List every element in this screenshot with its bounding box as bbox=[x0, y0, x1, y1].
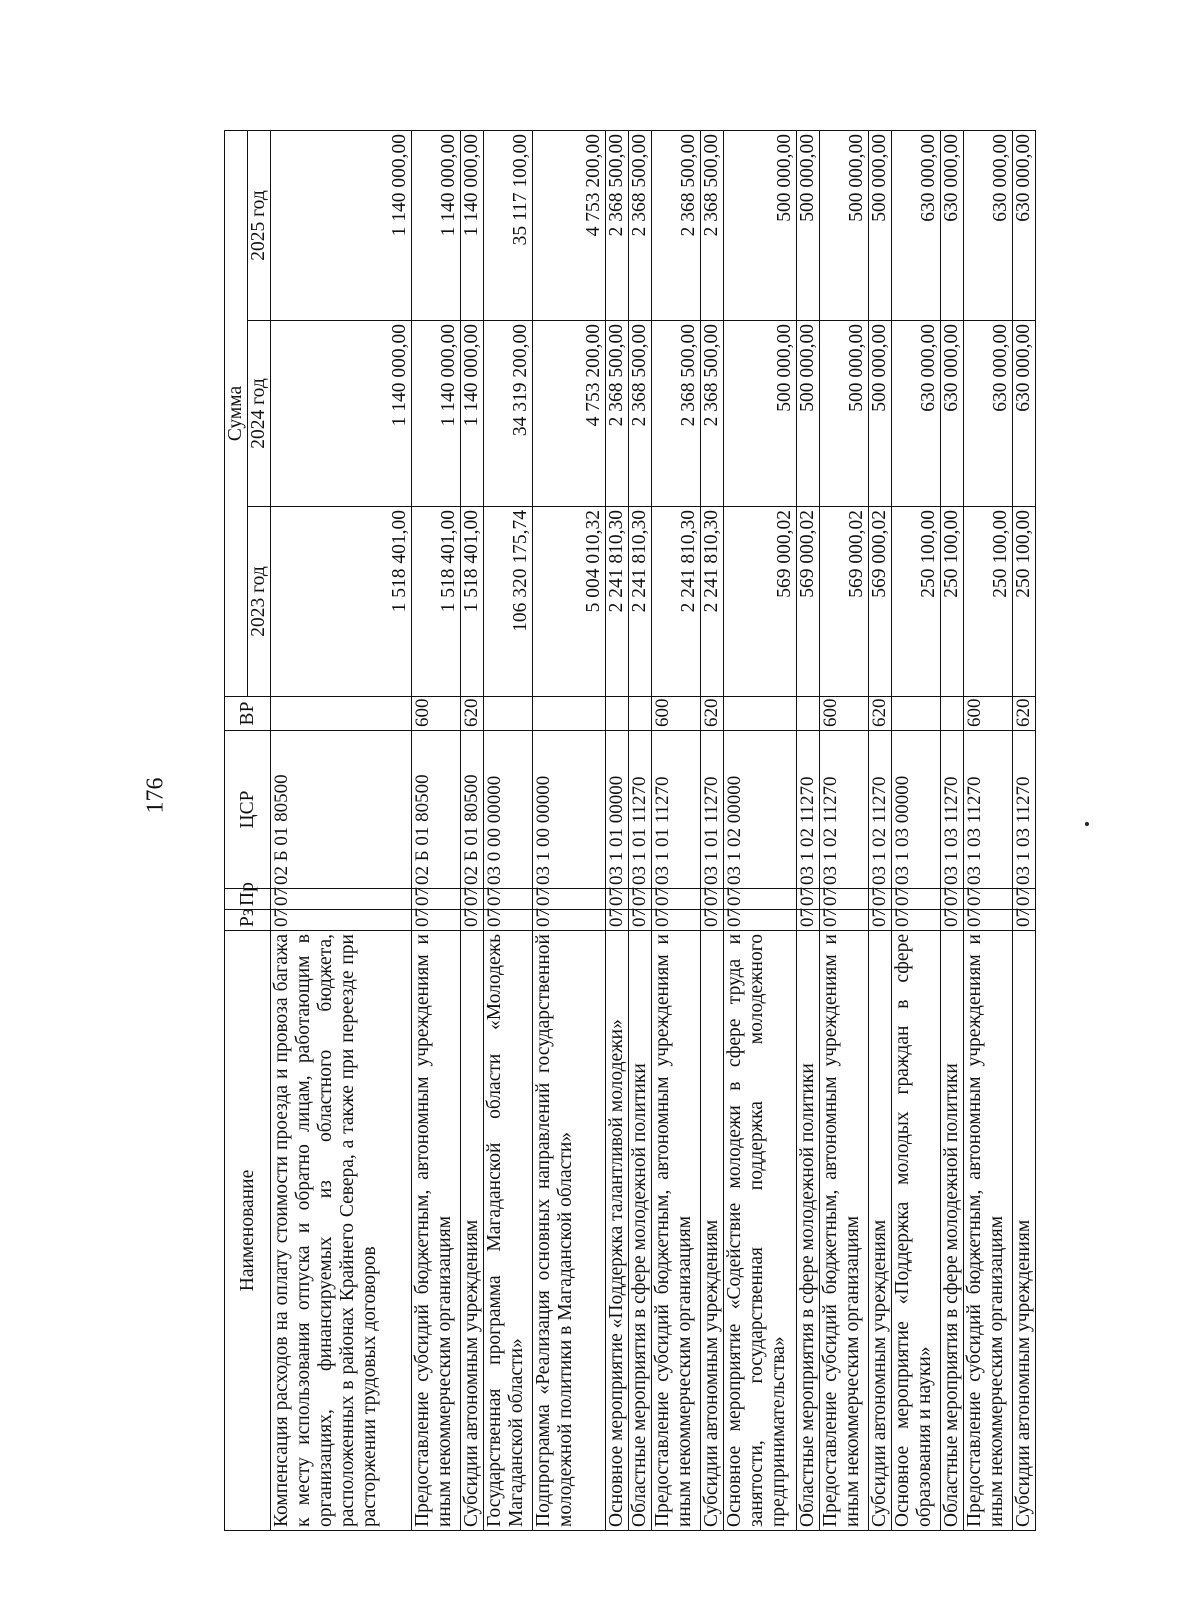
row-amount-2025: 630 000,00 bbox=[892, 130, 941, 320]
row-amount-2023: 1 518 401,00 bbox=[271, 507, 412, 697]
row-pr: 07 bbox=[606, 889, 629, 910]
row-pr: 07 bbox=[941, 889, 964, 910]
table-row bbox=[941, 130, 964, 1530]
row-vr: 620 bbox=[869, 697, 892, 731]
row-pr: 07 bbox=[797, 889, 820, 910]
row-amount-2025: 500 000,00 bbox=[724, 130, 797, 320]
header-pr: Пр bbox=[225, 889, 271, 910]
row-pr: 07 bbox=[629, 889, 652, 910]
row-amount-2023: 569 000,02 bbox=[869, 507, 892, 697]
row-name: Областные мероприятия в сфере молодежной политики bbox=[797, 931, 820, 1531]
row-vr: 600 bbox=[652, 697, 701, 731]
row-csr: 03 1 01 11270 bbox=[701, 731, 724, 889]
row-pr: 07 bbox=[271, 889, 412, 910]
budget-table bbox=[224, 130, 1036, 1531]
row-vr: 620 bbox=[1013, 697, 1036, 731]
table-row bbox=[797, 130, 820, 1530]
row-pr: 07 bbox=[652, 889, 701, 910]
row-vr bbox=[941, 697, 964, 731]
row-amount-2024: 2 368 500,00 bbox=[629, 321, 652, 507]
row-name: Основное мероприятие «Поддержка молодых граждан в сфере образования и науки» bbox=[892, 931, 941, 1531]
budget-table-rotated bbox=[224, 131, 1104, 1531]
row-amount-2025: 630 000,00 bbox=[964, 130, 1013, 320]
row-rz: 07 bbox=[964, 910, 1013, 931]
table-row bbox=[701, 130, 724, 1530]
row-csr: 03 1 03 11270 bbox=[941, 731, 964, 889]
row-rz: 07 bbox=[820, 910, 869, 931]
table-row bbox=[629, 130, 652, 1530]
row-vr bbox=[484, 697, 533, 731]
row-amount-2025: 35 117 100,00 bbox=[484, 130, 533, 320]
row-pr: 07 bbox=[820, 889, 869, 910]
row-csr: 03 1 00 00000 bbox=[533, 731, 606, 889]
row-name: Предоставление субсидий бюджетным, автономным учреждениям и иным некоммерческим организациям bbox=[820, 931, 869, 1531]
row-name: Подпрограмма «Реализация основных направлений государственной молодежной политики в Магаданской области» bbox=[533, 931, 606, 1531]
table-row bbox=[461, 130, 484, 1530]
table-row bbox=[652, 130, 701, 1530]
row-pr: 07 bbox=[701, 889, 724, 910]
row-csr: 03 1 03 11270 bbox=[964, 731, 1013, 889]
row-amount-2025: 2 368 500,00 bbox=[701, 130, 724, 320]
table-row bbox=[412, 130, 461, 1530]
table-row bbox=[484, 130, 533, 1530]
row-rz: 07 bbox=[701, 910, 724, 931]
row-csr: 03 1 03 11270 bbox=[1013, 731, 1036, 889]
row-amount-2025: 2 368 500,00 bbox=[652, 130, 701, 320]
row-csr: 03 1 01 00000 bbox=[606, 731, 629, 889]
row-amount-2025: 500 000,00 bbox=[797, 130, 820, 320]
row-amount-2024: 500 000,00 bbox=[869, 321, 892, 507]
row-rz: 07 bbox=[606, 910, 629, 931]
row-amount-2023: 250 100,00 bbox=[1013, 507, 1036, 697]
row-amount-2023: 1 518 401,00 bbox=[412, 507, 461, 697]
row-amount-2025: 1 140 000,00 bbox=[412, 130, 461, 320]
row-amount-2023: 5 004 010,32 bbox=[533, 507, 606, 697]
row-vr: 620 bbox=[701, 697, 724, 731]
row-rz: 07 bbox=[412, 910, 461, 931]
row-name: Основное мероприятие «Содействие молодежи в сфере труда и занятости, государственная поддержка молодежного предпринимательства» bbox=[724, 931, 797, 1531]
row-amount-2024: 630 000,00 bbox=[941, 321, 964, 507]
row-rz: 07 bbox=[869, 910, 892, 931]
row-name: Субсидии автономным учреждениям bbox=[461, 931, 484, 1531]
header-2025: 2025 год bbox=[248, 130, 271, 320]
header-csr: ЦСР bbox=[225, 731, 271, 889]
row-vr: 600 bbox=[964, 697, 1013, 731]
row-amount-2023: 2 241 810,30 bbox=[701, 507, 724, 697]
row-amount-2025: 630 000,00 bbox=[1013, 130, 1036, 320]
table-row bbox=[533, 130, 606, 1530]
row-amount-2024: 1 140 000,00 bbox=[412, 321, 461, 507]
row-pr: 07 bbox=[461, 889, 484, 910]
row-vr bbox=[533, 697, 606, 731]
row-rz: 07 bbox=[724, 910, 797, 931]
row-rz: 07 bbox=[484, 910, 533, 931]
header-2024: 2024 год bbox=[248, 321, 271, 507]
row-vr bbox=[797, 697, 820, 731]
row-name: Предоставление субсидий бюджетным, автономным учреждениям и иным некоммерческим организациям bbox=[652, 931, 701, 1531]
row-rz: 07 bbox=[797, 910, 820, 931]
table-row bbox=[892, 130, 941, 1530]
row-amount-2023: 250 100,00 bbox=[941, 507, 964, 697]
row-amount-2024: 500 000,00 bbox=[820, 321, 869, 507]
row-name: Предоставление субсидий бюджетным, автономным учреждениям и иным некоммерческим организациям bbox=[412, 931, 461, 1531]
row-amount-2023: 569 000,02 bbox=[797, 507, 820, 697]
row-amount-2024: 2 368 500,00 bbox=[606, 321, 629, 507]
row-amount-2025: 1 140 000,00 bbox=[271, 130, 412, 320]
row-amount-2025: 1 140 000,00 bbox=[461, 130, 484, 320]
row-pr: 07 bbox=[892, 889, 941, 910]
row-amount-2023: 1 518 401,00 bbox=[461, 507, 484, 697]
row-amount-2025: 2 368 500,00 bbox=[629, 130, 652, 320]
row-vr bbox=[629, 697, 652, 731]
row-name: Предоставление субсидий бюджетным, автономным учреждениям и иным некоммерческим организациям bbox=[964, 931, 1013, 1531]
page-number: 176 bbox=[142, 777, 169, 814]
row-amount-2025: 4 753 200,00 bbox=[533, 130, 606, 320]
row-amount-2024: 1 140 000,00 bbox=[271, 321, 412, 507]
row-rz: 07 bbox=[652, 910, 701, 931]
row-amount-2025: 630 000,00 bbox=[941, 130, 964, 320]
row-amount-2024: 630 000,00 bbox=[964, 321, 1013, 507]
row-pr: 07 bbox=[484, 889, 533, 910]
row-csr: 03 1 02 11270 bbox=[869, 731, 892, 889]
row-csr: 03 1 01 11270 bbox=[652, 731, 701, 889]
row-pr: 07 bbox=[412, 889, 461, 910]
row-pr: 07 bbox=[869, 889, 892, 910]
row-vr bbox=[892, 697, 941, 731]
row-amount-2023: 2 241 810,30 bbox=[629, 507, 652, 697]
header-vr: ВР bbox=[225, 697, 271, 731]
row-amount-2024: 630 000,00 bbox=[892, 321, 941, 507]
row-vr bbox=[271, 697, 412, 731]
row-amount-2024: 2 368 500,00 bbox=[652, 321, 701, 507]
row-name: Субсидии автономным учреждениям bbox=[701, 931, 724, 1531]
row-amount-2025: 500 000,00 bbox=[869, 130, 892, 320]
row-pr: 07 bbox=[724, 889, 797, 910]
row-amount-2025: 500 000,00 bbox=[820, 130, 869, 320]
row-pr: 07 bbox=[1013, 889, 1036, 910]
row-csr: 02 Б 01 80500 bbox=[271, 731, 412, 889]
row-amount-2023: 569 000,02 bbox=[820, 507, 869, 697]
row-vr bbox=[606, 697, 629, 731]
row-name: Государственная программа Магаданской области «Молодежь Магаданской области» bbox=[484, 931, 533, 1531]
row-amount-2023: 250 100,00 bbox=[964, 507, 1013, 697]
row-amount-2023: 2 241 810,30 bbox=[606, 507, 629, 697]
row-rz: 07 bbox=[892, 910, 941, 931]
row-pr: 07 bbox=[533, 889, 606, 910]
row-vr bbox=[724, 697, 797, 731]
row-csr: 03 1 01 11270 bbox=[629, 731, 652, 889]
row-csr: 03 1 02 11270 bbox=[797, 731, 820, 889]
row-vr: 600 bbox=[820, 697, 869, 731]
row-amount-2024: 2 368 500,00 bbox=[701, 321, 724, 507]
header-rz: Рз bbox=[225, 910, 271, 931]
row-rz: 07 bbox=[461, 910, 484, 931]
row-rz: 07 bbox=[1013, 910, 1036, 931]
row-name: Основное мероприятие «Поддержка талантливой молодежи» bbox=[606, 931, 629, 1531]
table-row bbox=[964, 130, 1013, 1530]
row-amount-2024: 1 140 000,00 bbox=[461, 321, 484, 507]
row-csr: 03 1 03 00000 bbox=[892, 731, 941, 889]
row-name: Компенсация расходов на оплату стоимости проезда и провоза багажа к месту использования отпуска и обратно лицам, работающим в организациях, финансируемых из областного бюджета, расположенных в районах Крайнего Севера, а также при переезде при расторжении трудовых договоров bbox=[271, 931, 412, 1531]
row-rz: 07 bbox=[533, 910, 606, 931]
row-name: Субсидии автономным учреждениям bbox=[1013, 931, 1036, 1531]
table-row bbox=[820, 130, 869, 1530]
row-amount-2023: 250 100,00 bbox=[892, 507, 941, 697]
row-amount-2024: 500 000,00 bbox=[797, 321, 820, 507]
header-name: Наименование bbox=[225, 931, 271, 1531]
table-row bbox=[1013, 130, 1036, 1530]
header-2023: 2023 год bbox=[248, 507, 271, 697]
row-name: Областные мероприятия в сфере молодежной политики bbox=[941, 931, 964, 1531]
row-csr: 03 0 00 00000 bbox=[484, 731, 533, 889]
row-name: Областные мероприятия в сфере молодежной политики bbox=[629, 931, 652, 1531]
table-row bbox=[271, 130, 412, 1530]
row-rz: 07 bbox=[629, 910, 652, 931]
row-amount-2024: 630 000,00 bbox=[1013, 321, 1036, 507]
row-name: Субсидии автономным учреждениям bbox=[869, 931, 892, 1531]
row-amount-2024: 500 000,00 bbox=[724, 321, 797, 507]
table-row bbox=[606, 130, 629, 1530]
row-vr: 600 bbox=[412, 697, 461, 731]
row-csr: 02 Б 01 80500 bbox=[461, 731, 484, 889]
header-sum: Сумма bbox=[225, 130, 248, 696]
row-csr: 02 Б 01 80500 bbox=[412, 731, 461, 889]
row-vr: 620 bbox=[461, 697, 484, 731]
row-amount-2023: 569 000,02 bbox=[724, 507, 797, 697]
row-rz: 07 bbox=[271, 910, 412, 931]
row-rz: 07 bbox=[941, 910, 964, 931]
table-row bbox=[869, 130, 892, 1530]
row-pr: 07 bbox=[964, 889, 1013, 910]
row-csr: 03 1 02 00000 bbox=[724, 731, 797, 889]
row-amount-2023: 2 241 810,30 bbox=[652, 507, 701, 697]
row-amount-2024: 34 319 200,00 bbox=[484, 321, 533, 507]
table-body bbox=[271, 130, 1036, 1530]
row-csr: 03 1 02 11270 bbox=[820, 731, 869, 889]
row-amount-2024: 4 753 200,00 bbox=[533, 321, 606, 507]
row-amount-2023: 106 320 175,74 bbox=[484, 507, 533, 697]
row-amount-2025: 2 368 500,00 bbox=[606, 130, 629, 320]
table-row bbox=[724, 130, 797, 1530]
